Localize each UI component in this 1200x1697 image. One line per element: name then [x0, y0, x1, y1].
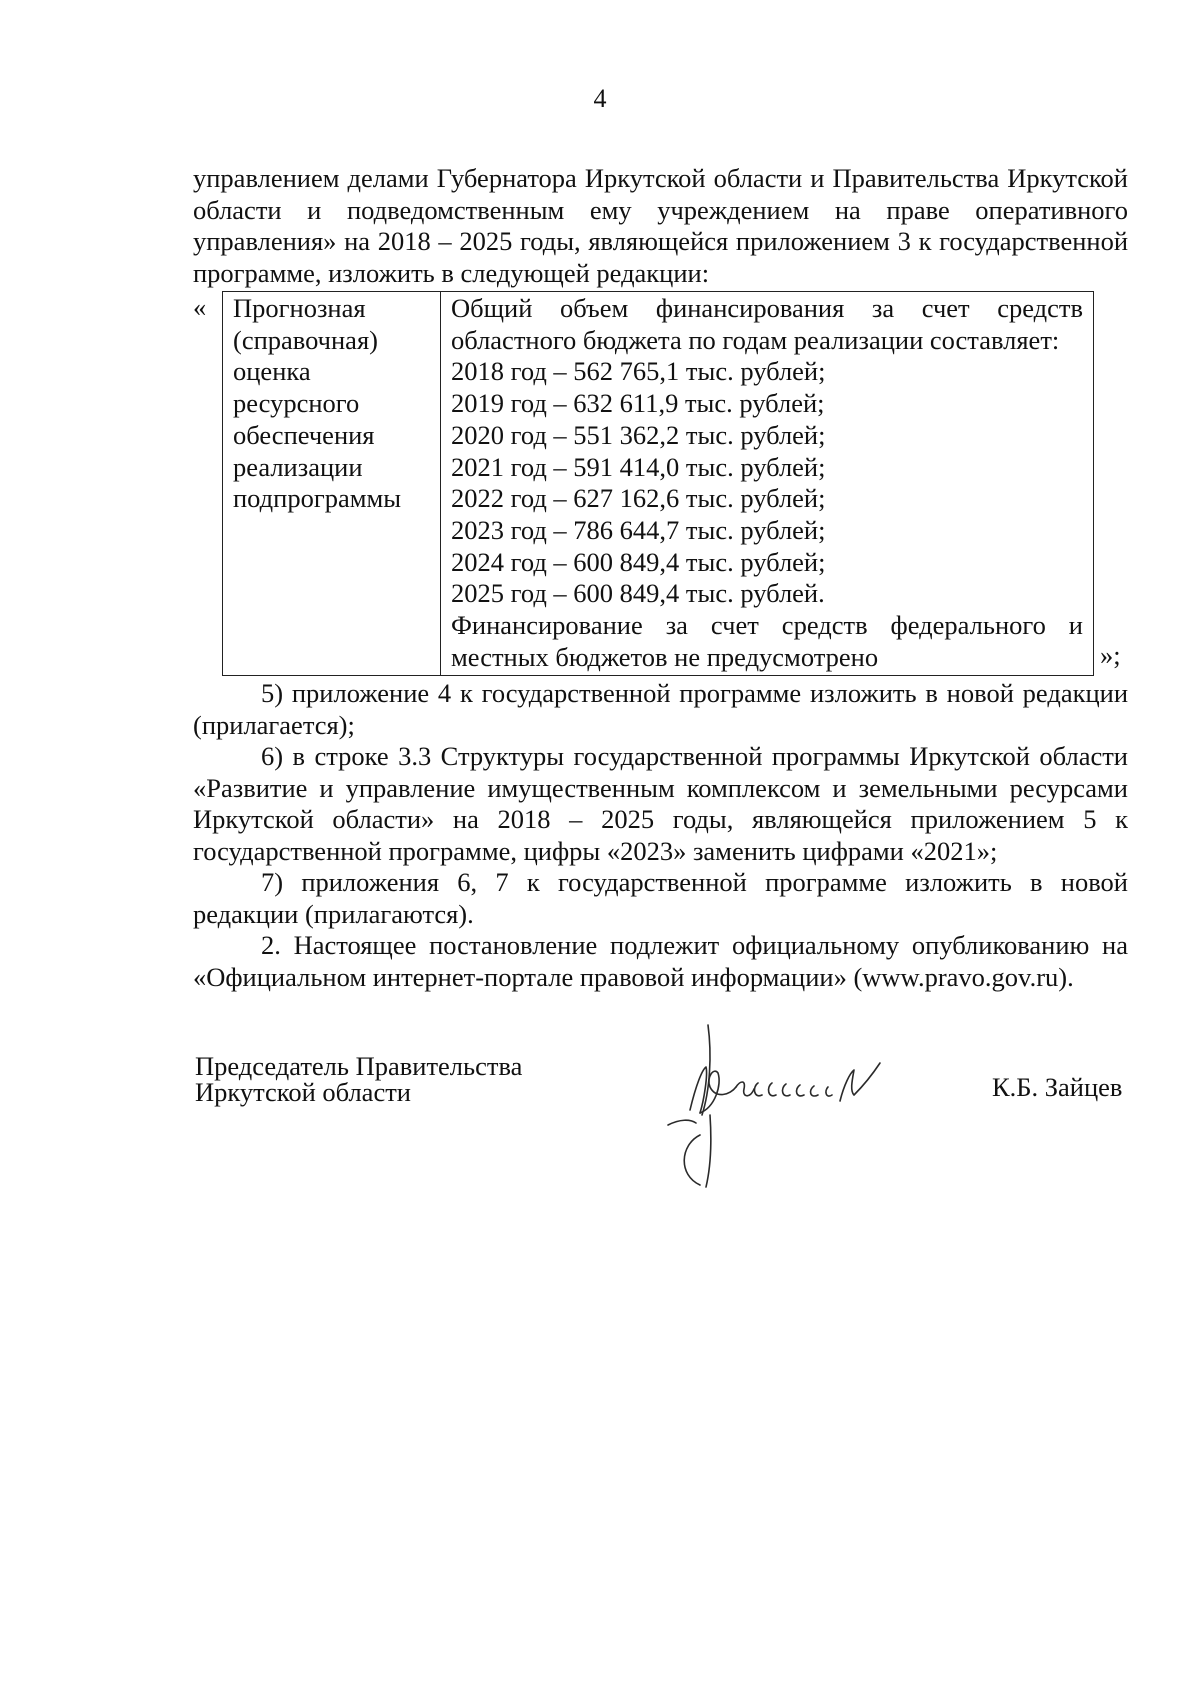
funding-year-line: 2021 год – 591 414,0 тыс. рублей;: [451, 451, 826, 482]
funding-year-line: 2020 год – 551 362,2 тыс. рублей;: [451, 419, 826, 450]
paragraph-item-7: 7) приложения 6, 7 к государственной программе изложить в новой редакции (прилагаются).: [193, 867, 1128, 929]
funding-year-line: 2019 год – 632 611,9 тыс. рублей;: [451, 388, 825, 419]
label-line: реализации: [233, 451, 363, 482]
funding-year-line: 2025 год – 600 849,4 тыс. рублей.: [451, 578, 825, 609]
funding-year-line: 2022 год – 627 162,6 тыс. рублей;: [451, 483, 826, 514]
paragraph-item-5: 5) приложение 4 к государственной программе изложить в новой редакции (прилагается);: [193, 678, 1128, 740]
paragraph-publication: 2. Настоящее постановление подлежит официальному опубликованию на «Официальном интернет-портале правовой информации» (www.pravo.gov.ru).: [193, 930, 1128, 992]
label-line: обеспечения: [233, 419, 375, 450]
label-line: оценка: [233, 356, 311, 387]
resource-table: [222, 291, 1094, 676]
closing-quote: »;: [1100, 640, 1121, 670]
table-row: [223, 292, 1094, 676]
page-number: 4: [593, 84, 607, 113]
funding-year-line: 2018 год – 562 765,1 тыс. рублей;: [451, 356, 826, 387]
amendment-paragraphs: [193, 678, 1128, 993]
signer-title-line: Иркутской области: [195, 1077, 411, 1107]
funding-intro-line: Общий объем финансирования за счет средств: [451, 293, 1083, 323]
signer-name: К.Б. Зайцев: [992, 1072, 1123, 1102]
funding-note-line: местных бюджетов не предусмотрено: [451, 641, 879, 672]
paragraph-item-6: 6) в строке 3.3 Структуры государственной программы Иркутской области «Развитие и управление имущественным комплексом и земельными ресурсами Иркутской области» на 2018 – 2025 годы, являющейся приложением 5 к государственной программе, цифры «2023» заменить цифрами «2021»;: [193, 741, 1128, 866]
table-content-cell: [441, 292, 1094, 676]
funding-year-line: 2024 год – 600 849,4 тыс. рублей;: [451, 546, 826, 577]
label-line: ресурсного: [233, 388, 360, 419]
handwritten-signature: [640, 1015, 920, 1190]
table-label-cell: [223, 292, 441, 676]
label-line: Прогнозная: [233, 293, 366, 323]
funding-intro-line: областного бюджета по годам реализации составляет:: [451, 324, 1060, 355]
funding-note-line: Финансирование за счет средств федерального и: [451, 610, 1083, 641]
funding-year-line: 2023 год – 786 644,7 тыс. рублей;: [451, 514, 826, 545]
signer-title-line: Председатель Правительства: [195, 1051, 523, 1081]
intro-paragraph: управлением делами Губернатора Иркутской области и Правительства Иркутской области и подведомственным ему учреждением на праве оперативного управления» на 2018 – 2025 годы, являющейся приложением 3 к государственной программе, изложить в следующей редакции:: [193, 163, 1128, 288]
signer-title: [195, 1053, 522, 1105]
label-line: подпрограммы: [233, 483, 402, 514]
opening-quote: «: [193, 292, 207, 322]
label-line: (справочная): [233, 324, 378, 355]
